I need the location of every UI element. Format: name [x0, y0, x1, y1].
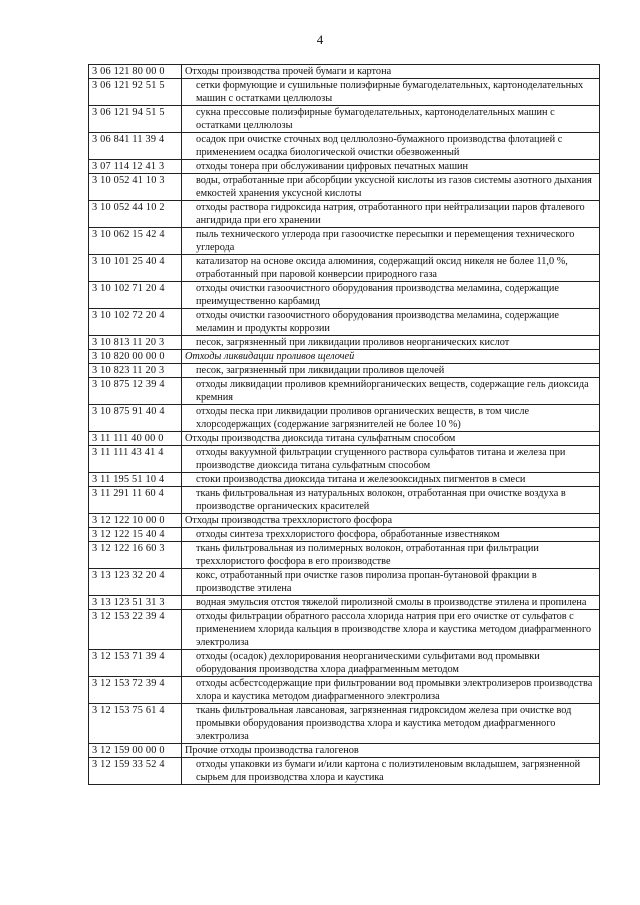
waste-description-cell: стоки производства диоксида титана и железооксидных пигментов в смеси: [182, 473, 600, 487]
waste-code-cell: 3 06 121 92 51 5: [89, 79, 182, 106]
waste-description-cell: сетки формующие и сушильные полиэфирные бумагоделательных, картоноделательных машин с остатками целлюлозы: [182, 79, 600, 106]
table-row: [89, 309, 600, 336]
waste-code-cell: 3 10 875 12 39 4: [89, 378, 182, 405]
waste-description-cell: Отходы ликвидации проливов щелочей: [182, 350, 600, 364]
table-row: [89, 473, 600, 487]
waste-description-cell: отходы раствора гидроксида натрия, отработанного при нейтрализации паров фталевого ангидрида при его хранении: [182, 201, 600, 228]
table-row: [89, 610, 600, 650]
waste-code-cell: 3 11 291 11 60 4: [89, 487, 182, 514]
waste-code-cell: 3 10 101 25 40 4: [89, 255, 182, 282]
waste-description-cell: отходы очистки газоочистного оборудования производства меламина, содержащие меламин и продукты коррозии: [182, 309, 600, 336]
table-row: [89, 744, 600, 758]
waste-code-cell: 3 12 153 71 39 4: [89, 650, 182, 677]
waste-code-cell: 3 12 122 10 00 0: [89, 514, 182, 528]
table-row: [89, 446, 600, 473]
table-row: [89, 228, 600, 255]
waste-description-cell: ткань фильтровальная лавсановая, загрязненная гидроксидом железа при очистке вод промывки оборудования производства хлора и каустика методом диафрагменного электролиза: [182, 704, 600, 744]
waste-description-cell: воды, отработанные при абсорбции уксусной кислоты из газов системы азотного дыхания емкостей хранения уксусной кислоты: [182, 174, 600, 201]
waste-code-cell: 3 10 875 91 40 4: [89, 405, 182, 432]
table-row: [89, 364, 600, 378]
waste-description-cell: Отходы производства прочей бумаги и картона: [182, 65, 600, 79]
waste-code-cell: 3 13 123 32 20 4: [89, 569, 182, 596]
waste-description-cell: пыль технического углерода при газоочистке пересыпки и перемещения технического углерода: [182, 228, 600, 255]
waste-description-cell: Прочие отходы производства галогенов: [182, 744, 600, 758]
waste-code-cell: 3 06 121 94 51 5: [89, 106, 182, 133]
waste-code-cell: 3 11 111 40 00 0: [89, 432, 182, 446]
waste-description-cell: осадок при очистке сточных вод целлюлозно-бумажного производства флотацией с применением осадка биологической очистки обезвоженный: [182, 133, 600, 160]
waste-description-cell: ткань фильтровальная из натуральных волокон, отработанная при очистке воздуха в производстве органических красителей: [182, 487, 600, 514]
waste-description-cell: водная эмульсия отстоя тяжелой пиролизной смолы в производстве этилена и пропилена: [182, 596, 600, 610]
table-row: [89, 255, 600, 282]
waste-description-cell: песок, загрязненный при ликвидации проливов неорганических кислот: [182, 336, 600, 350]
table-row: [89, 405, 600, 432]
waste-code-cell: 3 12 153 75 61 4: [89, 704, 182, 744]
table-row: [89, 133, 600, 160]
table-row: [89, 350, 600, 364]
waste-code-cell: 3 10 052 44 10 2: [89, 201, 182, 228]
waste-code-cell: 3 10 052 41 10 3: [89, 174, 182, 201]
waste-description-cell: отходы фильтрации обратного рассола хлорида натрия при его очистке от сульфатов с применением хлорида кальция в производстве хлора и каустика методом диафрагменного электролиза: [182, 610, 600, 650]
waste-description-cell: отходы асбестсодержащие при фильтровании вод промывки электролизеров производства хлора и каустика методом диафрагменного электролиза: [182, 677, 600, 704]
waste-code-cell: 3 10 102 72 20 4: [89, 309, 182, 336]
table-row: [89, 758, 600, 785]
waste-code-cell: 3 10 062 15 42 4: [89, 228, 182, 255]
waste-code-cell: 3 11 195 51 10 4: [89, 473, 182, 487]
table-row: [89, 677, 600, 704]
waste-description-cell: отходы синтеза треххлористого фосфора, обработанные известняком: [182, 528, 600, 542]
waste-description-cell: песок, загрязненный при ликвидации проливов щелочей: [182, 364, 600, 378]
waste-description-cell: кокс, отработанный при очистке газов пиролиза пропан-бутановой фракции в производстве этилена: [182, 569, 600, 596]
waste-description-cell: Отходы производства треххлористого фосфора: [182, 514, 600, 528]
table-row: [89, 487, 600, 514]
waste-code-cell: 3 07 114 12 41 3: [89, 160, 182, 174]
table-row: [89, 528, 600, 542]
waste-code-cell: 3 12 159 00 00 0: [89, 744, 182, 758]
table-row: [89, 704, 600, 744]
waste-code-cell: 3 06 841 11 39 4: [89, 133, 182, 160]
table-body: [89, 65, 600, 785]
waste-description-cell: отходы тонера при обслуживании цифровых печатных машин: [182, 160, 600, 174]
waste-code-cell: 3 13 123 51 31 3: [89, 596, 182, 610]
waste-code-cell: 3 11 111 43 41 4: [89, 446, 182, 473]
waste-code-cell: 3 12 122 15 40 4: [89, 528, 182, 542]
waste-code-cell: 3 12 159 33 52 4: [89, 758, 182, 785]
table-row: [89, 378, 600, 405]
table-row: [89, 201, 600, 228]
waste-description-cell: отходы ликвидации проливов кремнийорганических веществ, содержащие гель диоксида кремния: [182, 378, 600, 405]
table-row: [89, 174, 600, 201]
waste-description-cell: отходы вакуумной фильтрации сгущенного раствора сульфатов титана и железа при производстве диоксида титана сульфатным способом: [182, 446, 600, 473]
waste-code-cell: 3 06 121 80 00 0: [89, 65, 182, 79]
table-row: [89, 106, 600, 133]
waste-description-cell: ткань фильтровальная из полимерных волокон, отработанная при фильтрации треххлористого фосфора в его производстве: [182, 542, 600, 569]
table-row: [89, 336, 600, 350]
waste-description-cell: сукна прессовые полиэфирные бумагоделательных, картоноделательных машин с остатками целлюлозы: [182, 106, 600, 133]
table-row: [89, 542, 600, 569]
waste-code-cell: 3 12 153 22 39 4: [89, 610, 182, 650]
table-row: [89, 514, 600, 528]
waste-description-cell: отходы (осадок) дехлорирования неорганическими сульфитами вод промывки оборудования производства хлора диафрагменным методом: [182, 650, 600, 677]
table-row: [89, 160, 600, 174]
waste-description-cell: катализатор на основе оксида алюминия, содержащий оксид никеля не более 11,0 %, отработанный при паровой конверсии природного газа: [182, 255, 600, 282]
table-row: [89, 79, 600, 106]
waste-code-cell: 3 10 102 71 20 4: [89, 282, 182, 309]
waste-code-cell: 3 10 813 11 20 3: [89, 336, 182, 350]
waste-description-cell: отходы песка при ликвидации проливов органических веществ, в том числе хлорсодержащих (содержание загрязнителей не более 10 %): [182, 405, 600, 432]
page-number: 4: [316, 32, 324, 47]
waste-code-cell: 3 10 820 00 00 0: [89, 350, 182, 364]
waste-code-cell: 3 10 823 11 20 3: [89, 364, 182, 378]
waste-description-cell: Отходы производства диоксида титана сульфатным способом: [182, 432, 600, 446]
table-row: [89, 65, 600, 79]
waste-codes-table: [88, 64, 600, 785]
table-row: [89, 432, 600, 446]
table-row: [89, 596, 600, 610]
table-row: [89, 282, 600, 309]
table-row: [89, 650, 600, 677]
waste-description-cell: отходы очистки газоочистного оборудования производства меламина, содержащие преимущественно карбамид: [182, 282, 600, 309]
waste-code-cell: 3 12 153 72 39 4: [89, 677, 182, 704]
table-row: [89, 569, 600, 596]
waste-code-cell: 3 12 122 16 60 3: [89, 542, 182, 569]
waste-description-cell: отходы упаковки из бумаги и/или картона с полиэтиленовым вкладышем, загрязненной сырьем для производства хлора и каустика: [182, 758, 600, 785]
